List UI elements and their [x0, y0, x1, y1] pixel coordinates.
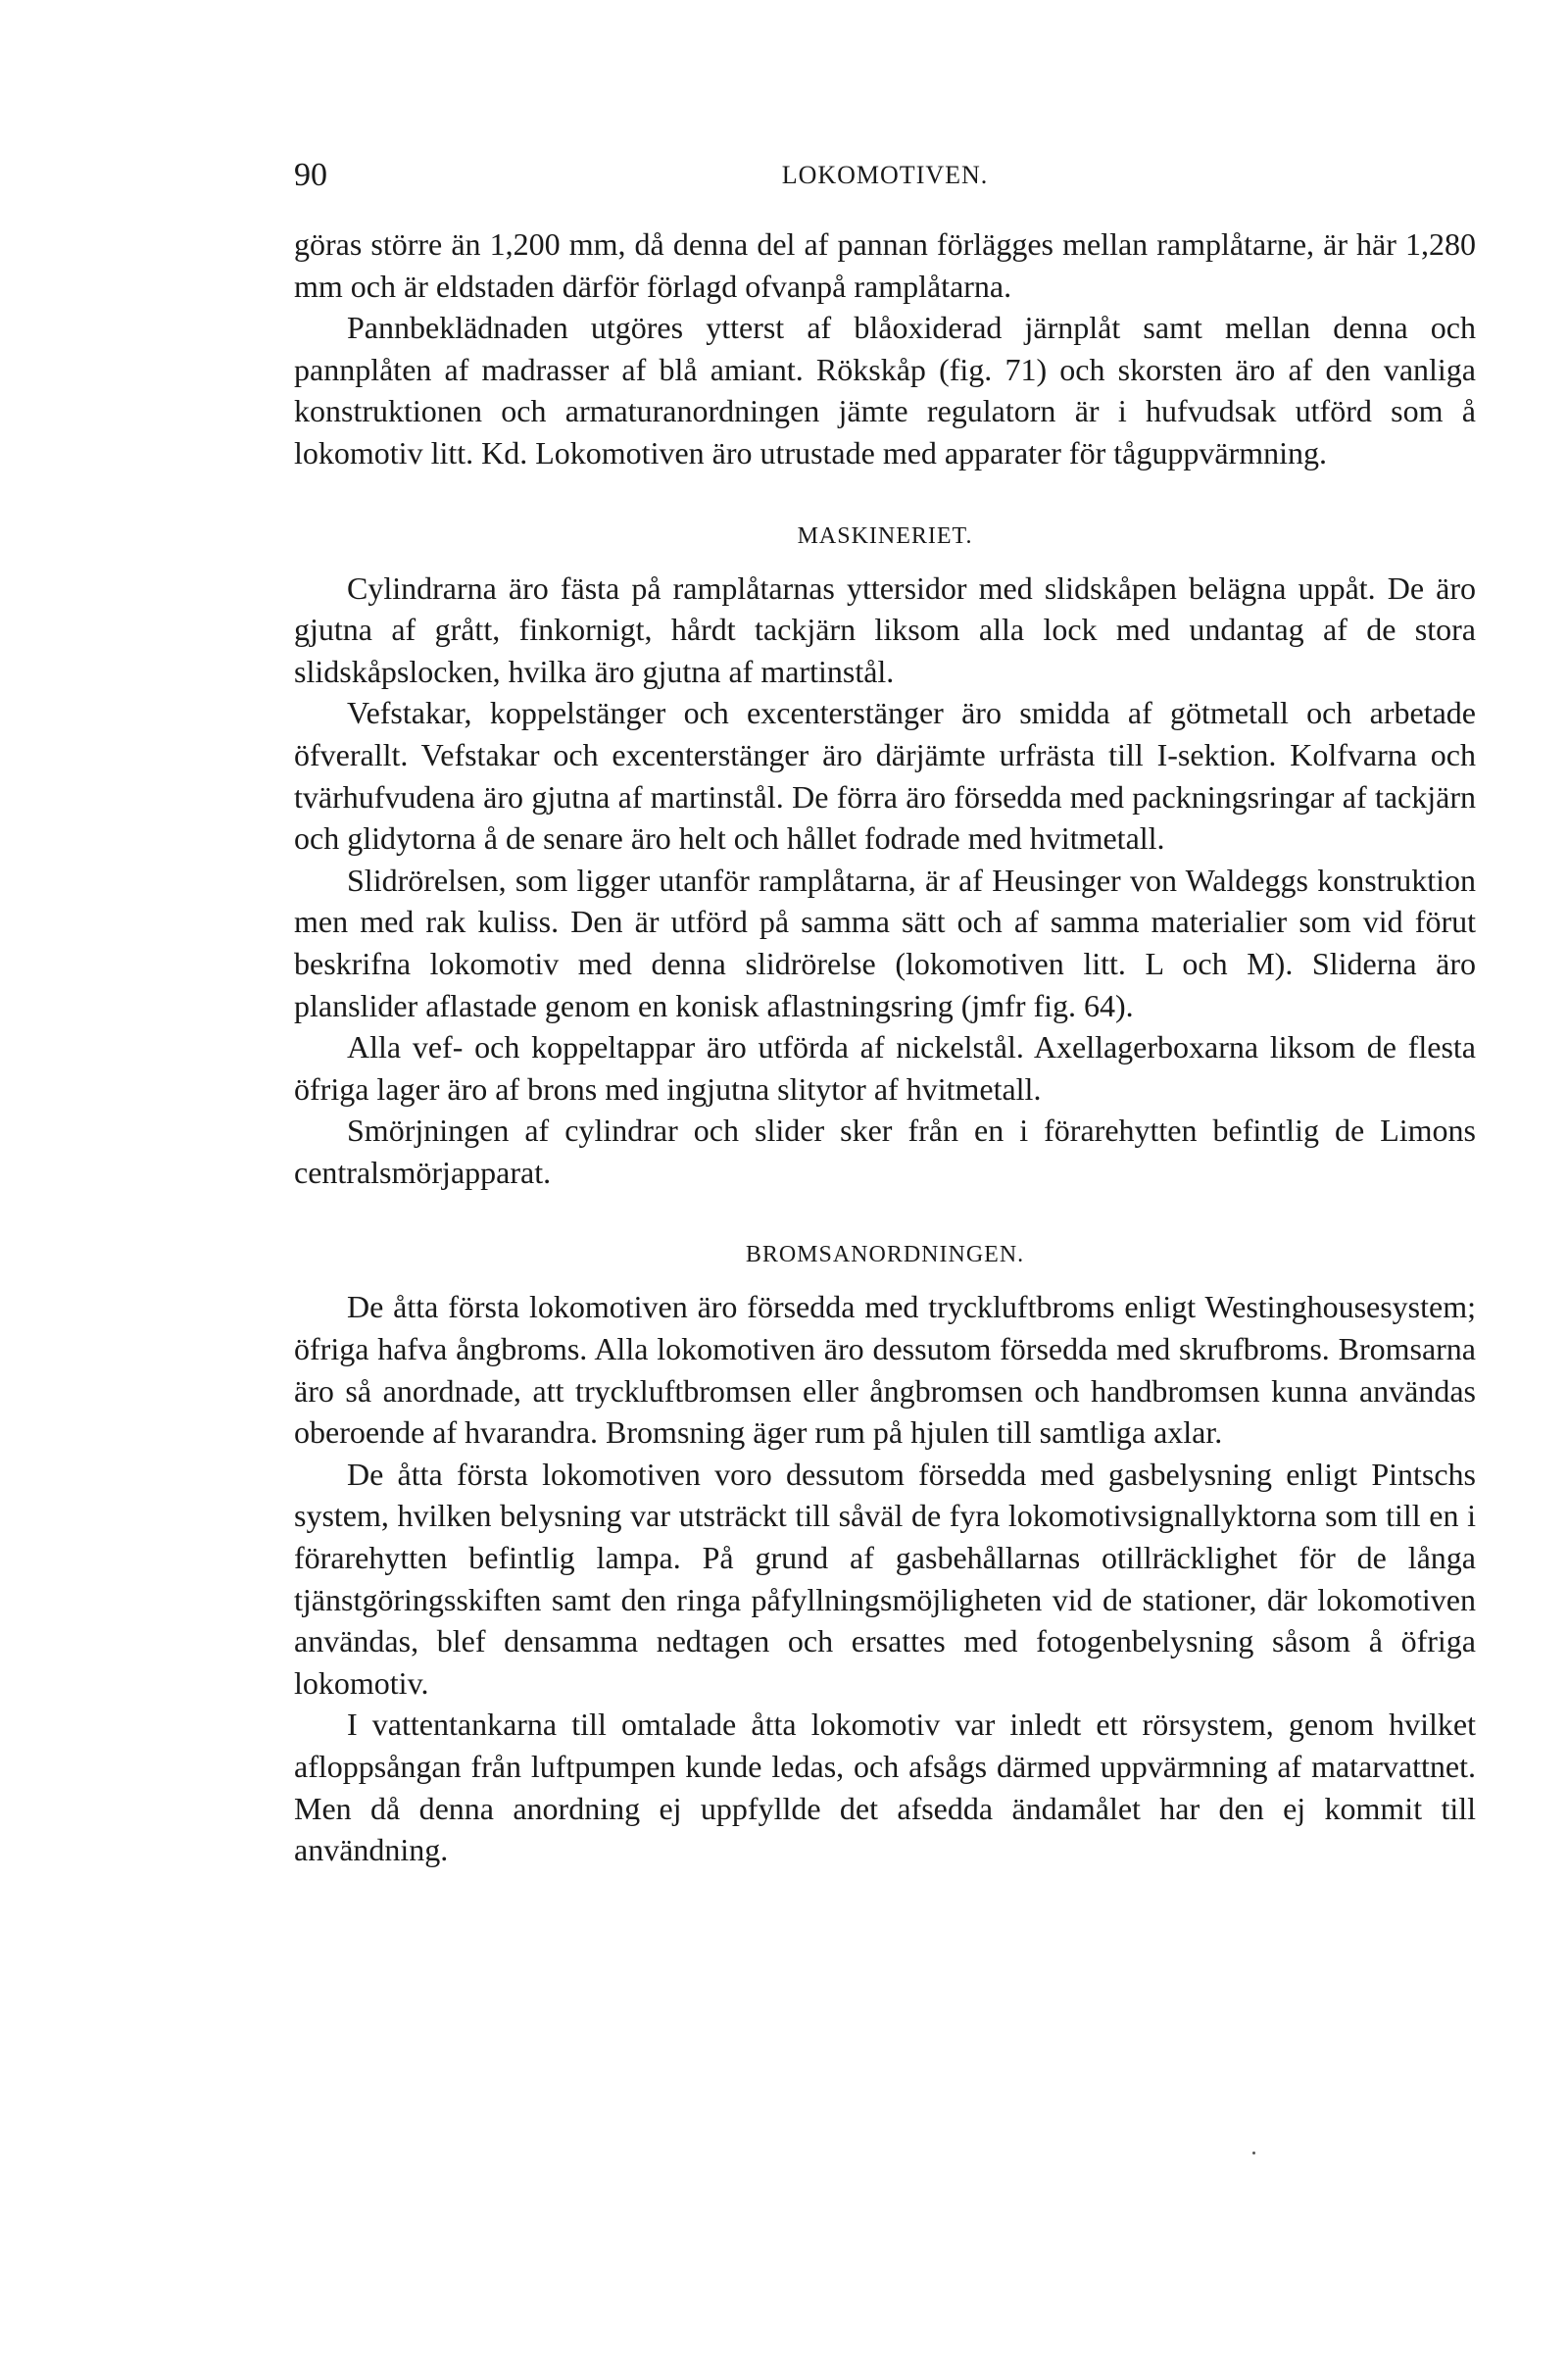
paragraph: Pannbeklädnaden utgöres ytterst af blåoxiderad järnplåt samt mellan denna och pannplåten af madrasser af blå amiant. Rökskåp (fig. 71) och skorsten äro af den vanliga konstruktionen och armaturanordningen jämte regulatorn är i hufvudsak utförd som å lokomotiv litt. Kd. Lokomotiven äro utrustade med apparater för tåguppvärmning. [294, 310, 1476, 470]
paragraph: Alla vef- och koppeltappar äro utförda af nickelstål. Axellagerboxarna liksom de flesta öfriga lager äro af brons med ingjutna slitytor af hvitmetall. [294, 1029, 1476, 1107]
section-heading-maskineriet: MASKINERIET. [797, 522, 973, 549]
body-text [294, 223, 1476, 1871]
paragraph: Slidrörelsen, som ligger utanför ramplåtarna, är af Heusinger von Waldeggs konstruktion men med rak kuliss. Den är utförd på samma sätt och af samma materialier som vid förut beskrifna lokomotiv med denna slidrörelse (lokomotiven litt. L och M). Sliderna äro planslider aflastade genom en konisk aflastningsring (jmfr fig. 64). [294, 862, 1476, 1023]
paragraph: Cylindrarna äro fästa på ramplåtarnas yttersidor med slidskåpen belägna uppåt. De äro gjutna af grått, finkornigt, hårdt tackjärn liksom alla lock med undantag af de stora slidskåpslocken, hvilka äro gjutna af martinstål. [294, 569, 1476, 689]
paragraph: I vattentankarna till omtalade åtta lokomotiv var inledt ett rörsystem, genom hvilket afloppsångan från luftpumpen kunde ledas, och afsågs därmed uppvärmning af matarvattnet. Men då denna anordning ej uppfyllde det afsedda ändamålet har den ej kommit till användning. [294, 1707, 1476, 1868]
paragraph: De åtta första lokomotiven äro försedda med tryckluftbroms enligt Westinghousesystem; öfriga hafva ångbroms. Alla lokomotiven äro dessutom försedda med skrufbroms. Bromsarna äro så anordnade, att tryckluftbromsen eller ångbromsen och handbromsen kunna användas oberoende af hvarandra. Bromsning äger rum på hjulen till samtliga axlar. [294, 1289, 1476, 1451]
print-speck [1252, 2152, 1255, 2154]
paragraph: göras större än 1,200 mm, då denna del af pannan förlägges mellan ramplåtarne, är här 1,280 mm och är eldstaden därför förlagd ofvanpå ramplåtarna. [294, 226, 1476, 304]
running-head [294, 157, 1476, 196]
paragraph: Smörjningen af cylindrar och slider sker från en i förarehytten befintlig de Limons centralsmörjapparat. [294, 1113, 1476, 1190]
running-title: LOKOMOTIVEN. [781, 161, 989, 189]
page-number: 90 [294, 157, 327, 193]
section-heading-bromsanordningen: BROMSANORDNINGEN. [745, 1242, 1025, 1268]
paragraph: Vefstakar, koppelstänger och excenterstänger äro smidda af götmetall och arbetade öfverallt. Vefstakar och excenterstänger äro därjämte urfrästa till I-sektion. Kolfvarna och tvärhufvudena äro gjutna af martinstål. De förra äro försedda med packningsringar af tackjärn och glidytorna å de senare äro helt och hållet fodrade med hvitmetall. [294, 695, 1476, 857]
paragraph: De åtta första lokomotiven voro dessutom försedda med gasbelysning enligt Pintschs system, hvilken belysning var utsträckt till såväl de fyra lokomotivsignallyktorna som till en i förarehytten befintlig lampa. På grund af gasbehållarnas otillräcklighet för de långa tjänstgöringsskiften samt den ringa påfyllningsmöjligheten vid de stationer, där lokomotiven användas, blef densamma nedtagen och ersattes med fotogenbelysning såsom å öfriga lokomotiv. [294, 1456, 1476, 1701]
